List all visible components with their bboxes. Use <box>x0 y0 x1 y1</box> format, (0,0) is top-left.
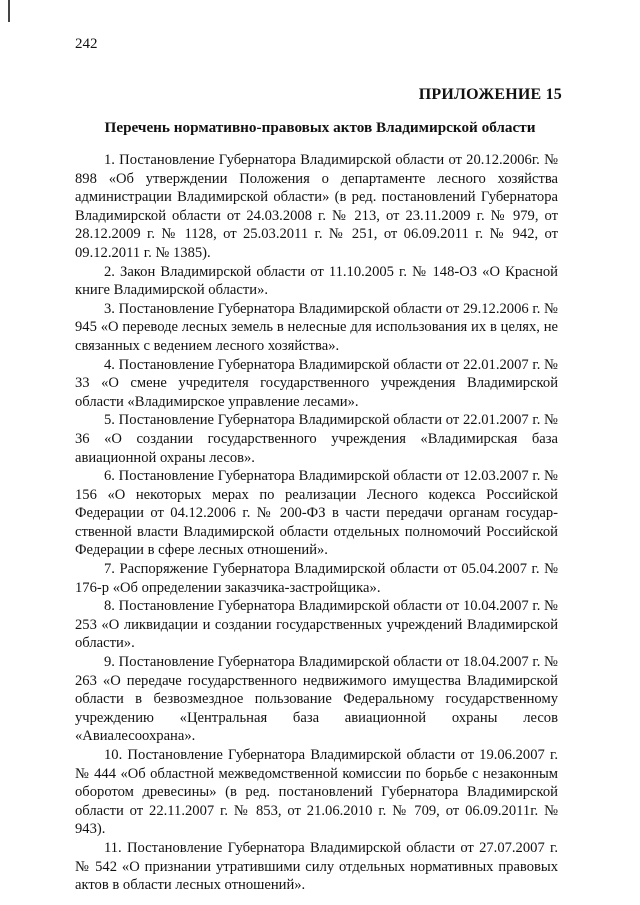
list-item: 6. Постановление Губернатора Владимирской области от 12.03.2007 г. № 156 «О некоторых мерах по реализации Лесного кодекса Российской Федерации от 04.12.2006 г. № 200-ФЗ в части передачи органам государственной власти Владимирской области отдельных полномочий Российской Федерации в сфере лесных отношений». <box>75 468 558 559</box>
list-item: 7. Распоряжение Губернатора Владимирской области от 05.04.2007 г. № 176-р «Об определении заказчика-застройщика». <box>75 561 558 596</box>
list-item: 10. Постановление Губернатора Владимирской области от 19.06.2007 г. № 444 «Об областной межведомственной комиссии по борьбе с незаконным оборотом древесины» (в ред. постановлений Губернатора Владимирской области от 22.11.2007 г. № 853, от 21.06.2010 г. № 709, от 06.09.2011г. № 943). <box>75 747 558 838</box>
list-item: 8. Постановление Губернатора Владимирской области от 10.04.2007 г. № 253 «О ликвидации и создании государственных учреждений Владимирской области». <box>75 598 558 652</box>
document-title: Перечень нормативно-правовых актов Владимирской области <box>104 119 536 136</box>
list-item: 11. Постановление Губернатора Владимирской области от 27.07.2007 г. № 542 «О признании утратившими силу отдельных нормативных правовых актов в области лесных отношений». <box>75 839 558 894</box>
list-item: 4. Постановление Губернатора Владимирской области от 22.01.2007 г. № 33 «О смене учредителя государственного учреждения Владимирской области «Владимирское управление лесами». <box>75 356 558 410</box>
page-number: 242 <box>75 36 98 52</box>
acts-list <box>75 151 558 895</box>
list-item: 1. Постановление Губернатора Владимирской области от 20.12.2006г. № 898 «Об утверждении Положения о департаменте лесного хозяйства администрации Владимирской области» (в ред. постановлений Губернатора Владимирской области от 24.03.2008 г. № 213, от 23.11.2009 г. № 979, от 28.12.2009 г. № 1128, от 25.03.2011 г. № 251, от 06.09.2011 г. № 942, от 09.12.2011 г. № 1385). <box>75 152 558 261</box>
list-item: 3. Постановление Губернатора Владимирской области от 29.12.2006 г. № 945 «О переводе лесных земель в нелесные для использования их в целях, не связанных с ведением лесного хозяйства». <box>75 300 558 354</box>
list-item: 5. Постановление Губернатора Владимирской области от 22.01.2007 г. № 36 «О создании государственного учреждения «Владимирская база авиационной охраны лесов». <box>75 412 558 466</box>
list-item: 9. Постановление Губернатора Владимирской области от 18.04.2007 г. № 263 «О передаче государственного недвижимого имущества Владимирской области в безвозмездное пользование Федеральному государственному учреждению «Центральная база авиационной охраны лесов «Авиалесоохрана». <box>75 654 558 745</box>
appendix-label: ПРИЛОЖЕНИЕ 15 <box>418 86 562 103</box>
scan-edge-mark <box>8 0 10 22</box>
list-item: 2. Закон Владимирской области от 11.10.2005 г. № 148-ОЗ «О Красной книге Владимирской области». <box>75 263 558 299</box>
